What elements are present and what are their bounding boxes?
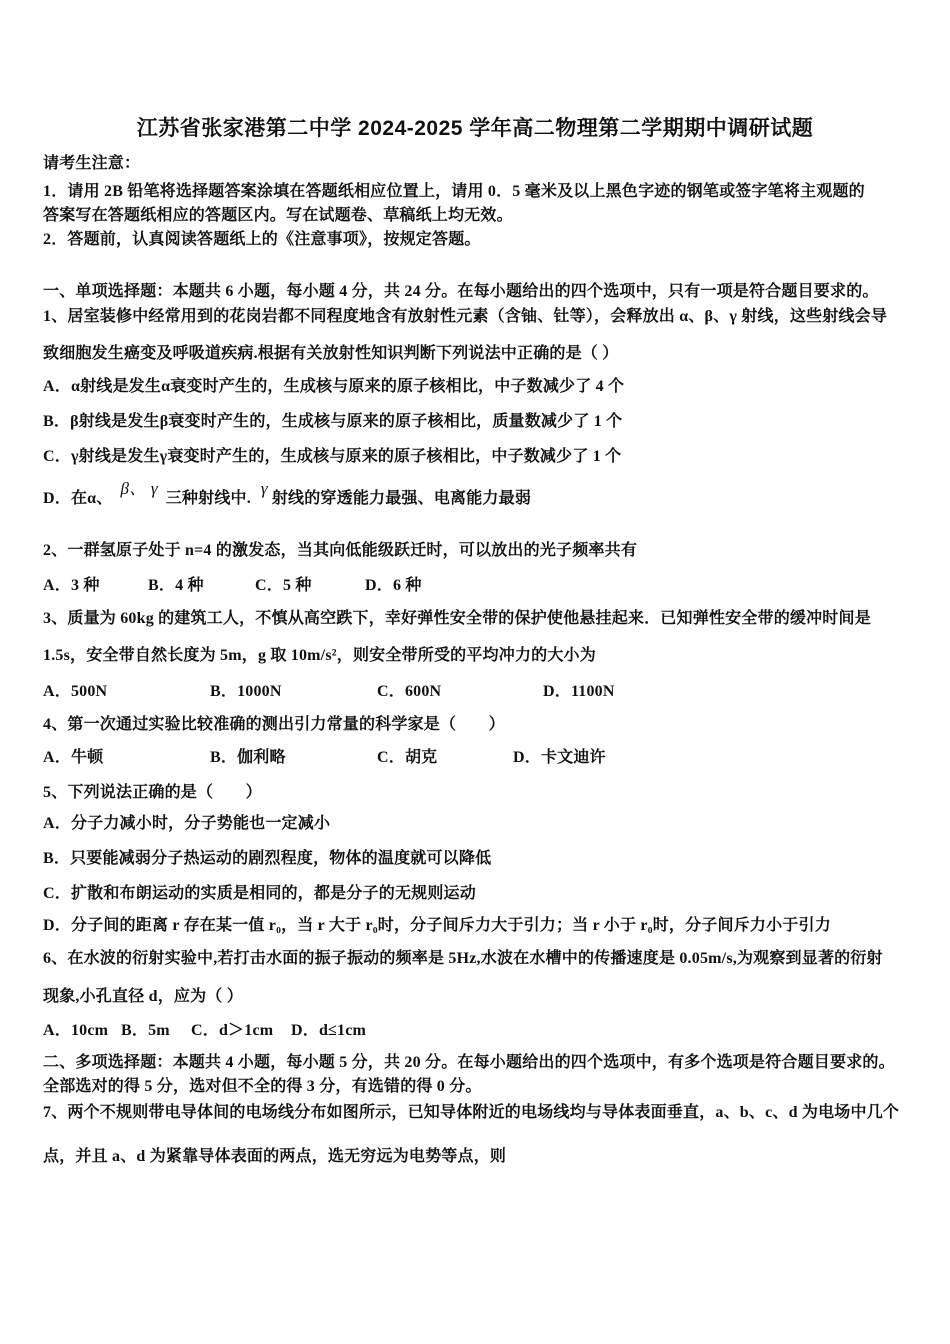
q4-option-d: D．卡文迪许 (513, 749, 606, 766)
section2-heading-line1: 二、多项选择题：本题共 4 小题，每小题 5 分，共 20 分。在每小题给出的四个选项中，有多个选项是符合题目要求的。 (43, 1054, 895, 1071)
q4-stem: 4、第一次通过实验比较准确的测出引力常量的科学家是（ ） (43, 716, 505, 733)
q6-stem-line1: 6、在水波的衍射实验中,若打击水面的振子振动的频率是 5Hz,水波在水槽中的传播速度是 0.05m/s,为观察到显著的衍射 (43, 950, 883, 967)
q3-option-a: A．500N (43, 683, 108, 700)
q6-option-b: B．5m (121, 1022, 170, 1039)
q3-stem-line2: 1.5s，安全带自然长度为 5m，g 取 10m/s²，则安全带所受的平均冲力的大小为 (43, 647, 596, 664)
q2-stem: 2、一群氢原子处于 n=4 的激发态，当其向低能级跃迁时，可以放出的光子频率共有 (43, 542, 638, 559)
q3-option-d: D．1100N (543, 683, 615, 700)
q6-stem-line2: 现象,小孔直径 d，应为（ ） (43, 988, 243, 1005)
q7-stem-line2: 点，并且 a、d 为紧靠导体表面的两点，选无穷远为电势等点，则 (43, 1148, 507, 1165)
section1-heading: 一、单项选择题：本题共 6 小题，每小题 4 分，共 24 分。在每小题给出的四个选项中，只有一项是符合题目要求的。 (43, 283, 879, 300)
q3-option-b: B．1000N (210, 683, 282, 700)
q1-option-d-text3: 射线的穿透能力最强、电离能力最弱 (271, 490, 532, 507)
q6-option-c: C．d＞1cm (191, 1022, 274, 1039)
beta-gamma-formula: β、 γ (120, 479, 158, 498)
q1-option-a: A．α射线是发生α衰变时产生的，生成核与原来的原子核相比，中子数减少了 4 个 (43, 378, 625, 395)
notice-line-1: 1．请用 2B 铅笔将选择题答案涂填在答题纸相应位置上，请用 0．5 毫米及以上黑色字迹的钢笔或签字笔将主观题的 (43, 183, 865, 200)
q7-stem-line1: 7、两个不规则带电导体间的电场线分布如图所示，已知导体附近的电场线均与导体表面垂直，a、b、c、d 为电场中几个 (43, 1104, 900, 1121)
q1-option-d (43, 479, 950, 510)
q3-stem-line1: 3、质量为 60kg 的建筑工人，不慎从高空跌下，幸好弹性安全带的保护使他悬挂起来．已知弹性安全带的缓冲时间是 (43, 610, 871, 627)
q1-option-d-text2: 三种射线中. (165, 490, 251, 507)
q2-option-b: B．4 种 (148, 577, 204, 594)
q1-option-c: C．γ射线是发生γ衰变时产生的，生成核与原来的原子核相比，中子数减少了 1 个 (43, 448, 622, 465)
q1-option-d-text1: D．在α、 (43, 490, 113, 507)
notice-line-2: 答案写在答题纸相应的答题区内。写在试题卷、草稿纸上均无效。 (43, 207, 513, 224)
q4-option-c: C．胡克 (377, 749, 438, 766)
q4-option-b: B．伽利略 (210, 749, 286, 766)
q1-stem-line1: 1、居室装修中经常用到的花岗岩都不同程度地含有放射性元素（含铀、钍等），会释放出 α、β、γ 射线，这些射线会导 (43, 308, 888, 325)
q5-option-d: D．分子间的距离 r 存在某一值 r₀，当 r 大于 r₀时，分子间斥力大于引力；当 r 小于 r₀时，分子间斥力小于引力 (43, 917, 831, 934)
page-title: 江苏省张家港第二中学 2024-2025 学年高二物理第二学期期中调研试题 (136, 117, 814, 140)
notice-line-3: 2．答题前，认真阅读答题纸上的《注意事项》，按规定答题。 (43, 231, 481, 248)
q4-option-a: A．牛顿 (43, 749, 104, 766)
q3-option-c: C．600N (377, 683, 442, 700)
gamma-formula: γ (260, 479, 268, 498)
notice-label: 请考生注意： (43, 155, 141, 172)
q2-option-d: D．6 种 (365, 577, 422, 594)
q2-option-a: A．3 种 (43, 577, 100, 594)
q5-option-b: B．只要能减弱分子热运动的剧烈程度，物体的温度就可以降低 (43, 850, 492, 867)
q5-option-a: A．分子力减小时，分子势能也一定减小 (43, 815, 331, 832)
q6-option-d: D．d≤1cm (291, 1022, 367, 1039)
q1-option-b: B．β射线是发生β衰变时产生的，生成核与原来的原子核相比，质量数减少了 1 个 (43, 413, 623, 430)
q1-stem-line2: 致细胞发生癌变及呼吸道疾病.根据有关放射性知识判断下列说法中正确的是（ ） (43, 345, 619, 362)
section2-heading-line2: 全部选对的得 5 分，选对但不全的得 3 分，有选错的得 0 分。 (43, 1078, 482, 1095)
q5-stem: 5、下列说法正确的是（ ） (43, 784, 262, 801)
q6-option-a: A．10cm (43, 1022, 109, 1039)
q5-option-c: C．扩散和布朗运动的实质是相同的，都是分子的无规则运动 (43, 885, 476, 902)
q2-option-c: C．5 种 (255, 577, 312, 594)
